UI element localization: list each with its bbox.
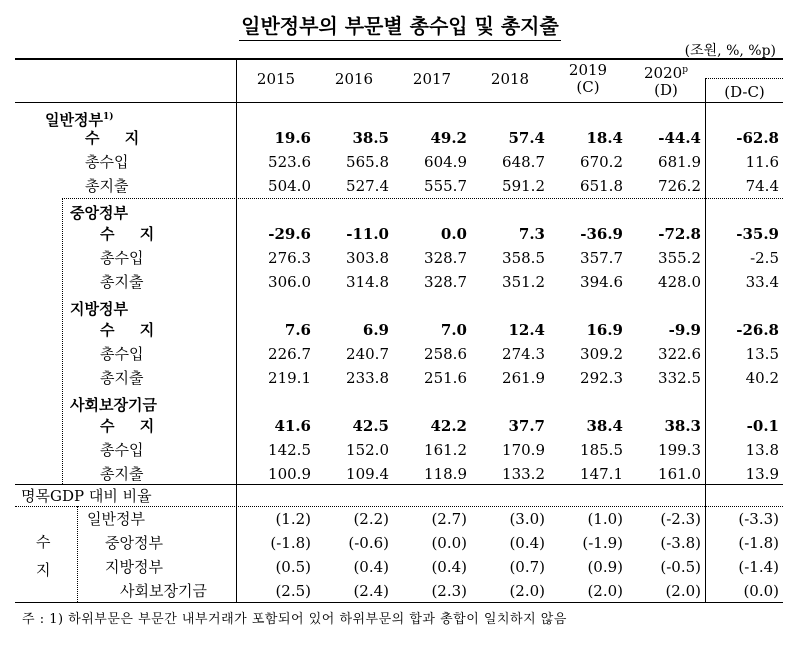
table-cell: 37.7 <box>508 417 545 435</box>
table-cell: -11.0 <box>346 225 389 243</box>
gdp-cell: (0.5) <box>275 558 311 576</box>
table-cell: 274.3 <box>502 345 545 363</box>
table-cell: 13.5 <box>745 345 779 363</box>
gdp-cell: (-1.8) <box>738 534 779 552</box>
gdp-cell: (3.0) <box>509 510 545 528</box>
table-cell: 18.4 <box>586 129 623 147</box>
gdp-side-label-2: 지 <box>36 561 51 579</box>
gdp-cell: (-2.3) <box>660 510 701 528</box>
col-header-2020: 2020$^p$ (D) <box>644 64 688 99</box>
table-cell: -35.9 <box>736 225 779 243</box>
table-cell: 33.4 <box>745 273 779 291</box>
table-cell: 7.0 <box>440 321 467 339</box>
row-label: 총지출 <box>85 177 129 195</box>
gdp-row-label: 사회보장기금 <box>120 582 207 600</box>
table-cell: 16.9 <box>586 321 623 339</box>
col-header-diff: (D-C) <box>724 83 765 101</box>
table-cell: 133.2 <box>502 465 545 483</box>
gdp-row-label: 지방정부 <box>105 558 163 576</box>
table-cell: 670.2 <box>580 153 623 171</box>
table-cell: 328.7 <box>424 273 467 291</box>
row-label: 수 지 <box>100 225 165 243</box>
table-cell: 306.0 <box>268 273 311 291</box>
table-cell: 6.9 <box>362 321 389 339</box>
col-header-2015: 2015 <box>256 70 296 88</box>
gdp-cell: (2.5) <box>275 582 311 600</box>
table-cell: 0.0 <box>440 225 467 243</box>
row-label: 총지출 <box>100 465 144 483</box>
gdp-cell: (0.0) <box>431 534 467 552</box>
gdp-cell: (2.3) <box>431 582 467 600</box>
table-cell: 49.2 <box>430 129 467 147</box>
table-cell: 40.2 <box>745 369 779 387</box>
table-cell: 394.6 <box>580 273 623 291</box>
gdp-cell: (0.7) <box>509 558 545 576</box>
table-cell: 74.4 <box>745 177 779 195</box>
table-cell: 428.0 <box>658 273 701 291</box>
table-cell: 41.6 <box>274 417 311 435</box>
table-cell: -2.5 <box>750 249 779 267</box>
group-label-central: 중앙정부 <box>70 204 128 222</box>
table-cell: 226.7 <box>268 345 311 363</box>
gdp-side-label-1: 수 <box>36 533 51 551</box>
gdp-cell: (0.0) <box>743 582 779 600</box>
table-cell: -29.6 <box>268 225 311 243</box>
table-cell: 185.5 <box>580 441 623 459</box>
table-cell: -9.9 <box>668 321 701 339</box>
table-cell: 13.8 <box>745 441 779 459</box>
gdp-cell: (-1.9) <box>582 534 623 552</box>
table-cell: 38.3 <box>664 417 701 435</box>
table-cell: 527.4 <box>346 177 389 195</box>
table-cell: 332.5 <box>658 369 701 387</box>
row-label: 총수입 <box>85 153 129 171</box>
table-cell: 240.7 <box>346 345 389 363</box>
table-cell: 565.8 <box>346 153 389 171</box>
table-cell: 19.6 <box>274 129 311 147</box>
gdp-cell: (1.0) <box>587 510 623 528</box>
group-label-social: 사회보장기금 <box>70 396 157 414</box>
table-cell: 199.3 <box>658 441 701 459</box>
table-cell: 604.9 <box>424 153 467 171</box>
table-cell: 42.2 <box>430 417 467 435</box>
table-cell: 42.5 <box>352 417 389 435</box>
table-cell: 648.7 <box>502 153 545 171</box>
gdp-cell: (2.4) <box>353 582 389 600</box>
table-cell: 355.2 <box>658 249 701 267</box>
table-cell: 303.8 <box>346 249 389 267</box>
gdp-cell: (-1.4) <box>738 558 779 576</box>
gdp-row-label: 중앙정부 <box>105 534 163 552</box>
gdp-cell: (2.0) <box>509 582 545 600</box>
table-cell: 161.0 <box>658 465 701 483</box>
table-cell: 504.0 <box>268 177 311 195</box>
gdp-cell: (0.4) <box>431 558 467 576</box>
table-cell: 258.6 <box>424 345 467 363</box>
group-label-local: 지방정부 <box>70 300 128 318</box>
col-header-2019: 2019 (C) <box>568 61 608 96</box>
gdp-cell: (2.2) <box>353 510 389 528</box>
table-cell: 251.6 <box>424 369 467 387</box>
row-label: 총지출 <box>100 273 144 291</box>
table-cell: 314.8 <box>346 273 389 291</box>
gdp-cell: (0.4) <box>353 558 389 576</box>
row-label: 수 지 <box>100 417 165 435</box>
gdp-cell: (2.7) <box>431 510 467 528</box>
row-label: 총수입 <box>100 249 144 267</box>
table-cell: 591.2 <box>502 177 545 195</box>
table-cell: 57.4 <box>508 129 545 147</box>
gdp-cell: (2.0) <box>587 582 623 600</box>
table-cell: 170.9 <box>502 441 545 459</box>
table-cell: 322.6 <box>658 345 701 363</box>
table-cell: 109.4 <box>346 465 389 483</box>
group-label-general: 일반정부$^{1)}$ <box>45 111 114 129</box>
table-cell: 357.7 <box>580 249 623 267</box>
gdp-cell: (-0.6) <box>348 534 389 552</box>
table-cell: 219.1 <box>268 369 311 387</box>
table-cell: 12.4 <box>508 321 545 339</box>
table-cell: 292.3 <box>580 369 623 387</box>
gdp-cell: (1.2) <box>275 510 311 528</box>
table-cell: 309.2 <box>580 345 623 363</box>
col-header-2018: 2018 <box>490 70 530 88</box>
col-header-2017: 2017 <box>412 70 452 88</box>
footnote: 주 : 1) 하위부문은 부문간 내부거래가 포함되어 있어 하위부문의 합과 총합이 일치하지 않음 <box>22 612 567 627</box>
gdp-row-label: 일반정부 <box>87 510 145 528</box>
table-cell: 147.1 <box>580 465 623 483</box>
table-cell: -0.1 <box>746 417 779 435</box>
table-cell: 152.0 <box>346 441 389 459</box>
table-cell: 161.2 <box>424 441 467 459</box>
table-cell: 726.2 <box>658 177 701 195</box>
table-cell: -26.8 <box>736 321 779 339</box>
table-cell: 11.6 <box>745 153 779 171</box>
table-cell: 351.2 <box>502 273 545 291</box>
gdp-cell: (-0.5) <box>660 558 701 576</box>
row-label: 수 지 <box>100 321 165 339</box>
table-cell: 100.9 <box>268 465 311 483</box>
table-cell: 523.6 <box>268 153 311 171</box>
table-cell: 118.9 <box>424 465 467 483</box>
table-cell: 7.3 <box>518 225 545 243</box>
table-cell: 358.5 <box>502 249 545 267</box>
row-label: 수 지 <box>85 129 150 147</box>
table-cell: 142.5 <box>268 441 311 459</box>
table-cell: 276.3 <box>268 249 311 267</box>
col-header-2016: 2016 <box>334 70 374 88</box>
row-label: 총수입 <box>100 441 144 459</box>
row-label: 총수입 <box>100 345 144 363</box>
table-cell: 555.7 <box>424 177 467 195</box>
table-cell: 38.4 <box>586 417 623 435</box>
table-cell: -72.8 <box>658 225 701 243</box>
gdp-cell: (2.0) <box>665 582 701 600</box>
table-cell: 233.8 <box>346 369 389 387</box>
gdp-header: 명목GDP 대비 비율 <box>21 487 152 505</box>
gdp-cell: (0.9) <box>587 558 623 576</box>
table-cell: 261.9 <box>502 369 545 387</box>
table-cell: 7.6 <box>284 321 311 339</box>
table-cell: -62.8 <box>736 129 779 147</box>
table-cell: -44.4 <box>658 129 701 147</box>
table-cell: 328.7 <box>424 249 467 267</box>
table-title: 일반정부의 부문별 총수입 및 총지출 <box>0 10 800 39</box>
table-cell: 38.5 <box>352 129 389 147</box>
gdp-cell: (-3.8) <box>660 534 701 552</box>
table-cell: 681.9 <box>658 153 701 171</box>
table-cell: 651.8 <box>580 177 623 195</box>
fiscal-table <box>15 58 783 603</box>
table-cell: 13.9 <box>745 465 779 483</box>
table-cell: -36.9 <box>580 225 623 243</box>
unit-label: (조원, %, %p) <box>684 43 776 59</box>
gdp-cell: (0.4) <box>509 534 545 552</box>
gdp-cell: (-3.3) <box>738 510 779 528</box>
gdp-cell: (-1.8) <box>270 534 311 552</box>
row-label: 총지출 <box>100 369 144 387</box>
